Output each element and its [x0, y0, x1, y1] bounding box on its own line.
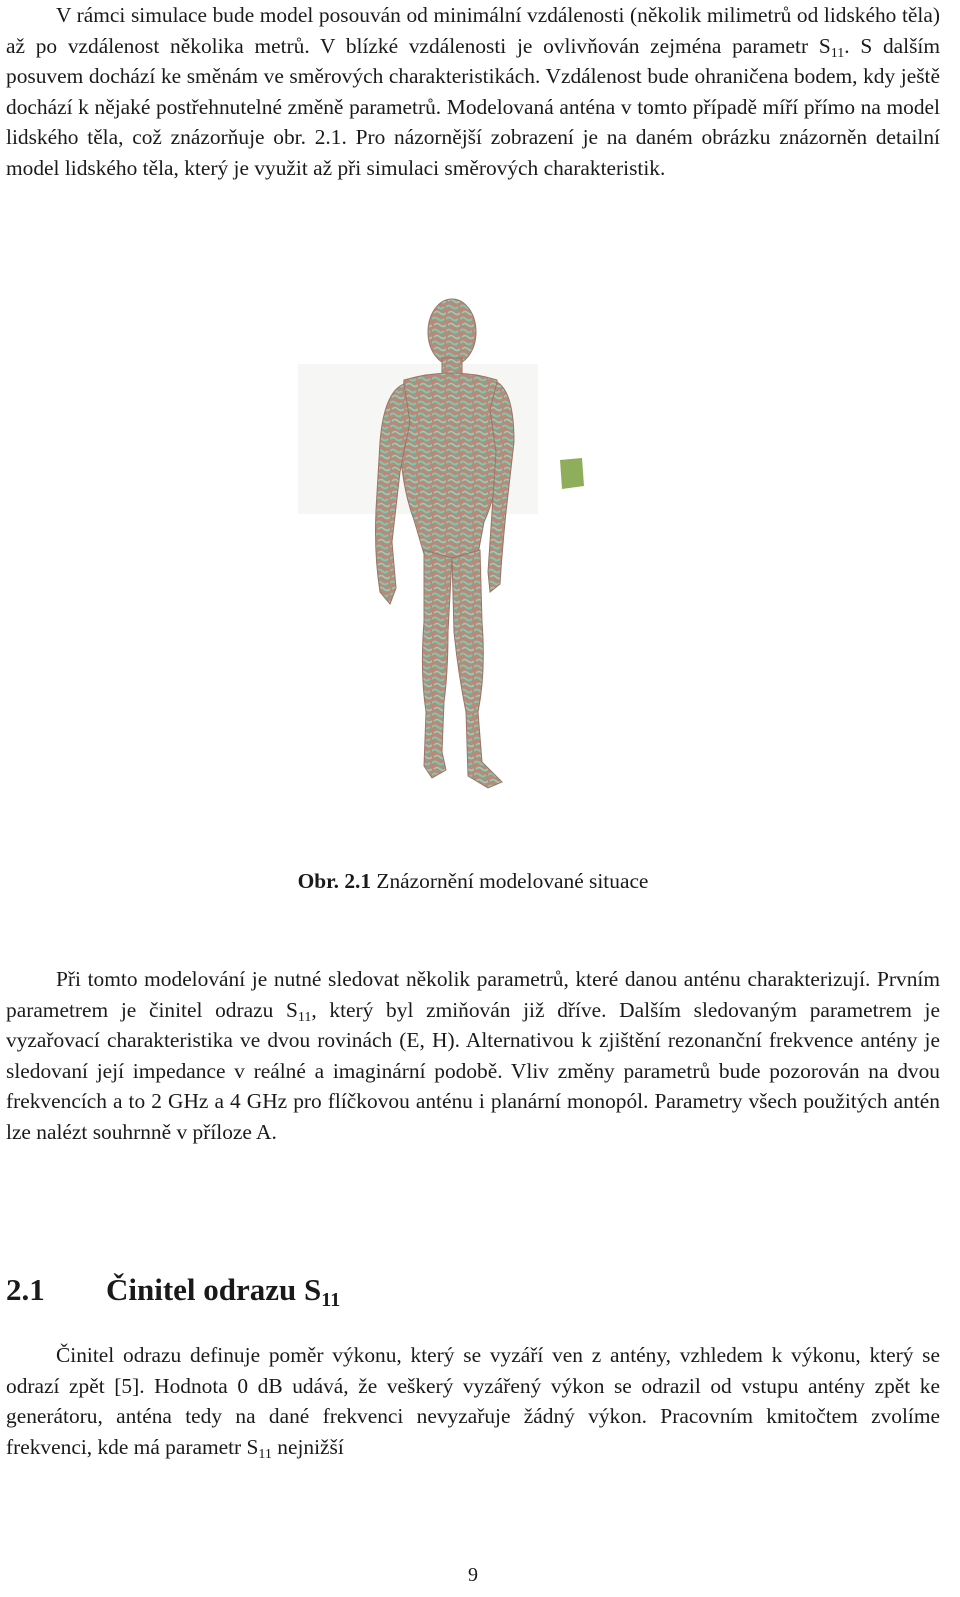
intro-text-2: . S dalším posuvem dochází ke směnám ve směrových charakteristikách. Vzdálenost bude ohraničena bodem, kdy ještě dochází k nějaké postřehnutelné změně parametrů. Modelovaná anténa v tomto případě míří přímo na model lidského těla, což znázorňuje obr. 2.1. Pro názornější zobrazení je na daném obrázku znázorněn detailní model lidského těla, který je využit až při simulaci směrových charakteristik. — [6, 33, 941, 180]
page-number: 9 — [468, 1564, 478, 1586]
reflection-subscript: 11 — [258, 1446, 272, 1462]
parameters-paragraph — [6, 964, 940, 1148]
params-text-2: , který byl zmiňován již dříve. Dalším sledovaným parametrem je vyzařovací charakteristika ve dvou rovinách (E, H). Alternativou k zjištění rezonanční frekvence antény je sledovaní její impedance v reálné a imaginární podobě. Vliv změny parametrů bude pozorován na dvou frekvencích a to 2 GHz a 4 GHz pro flíčkovou anténu i planární monopól. Parametry všech použitých antén lze nalézt souhrnně v příloze A. — [6, 997, 940, 1144]
section-number: 2.1 — [6, 1272, 45, 1307]
figure-caption-text: Znázornění modelované situace — [371, 869, 649, 893]
section-title: Činitel odrazu S — [106, 1272, 322, 1307]
intro-text-1: V rámci simulace bude model posouván od minimální vzdálenosti (několik milimetrů od lidského těla) až po vzdálenost několika metrů. V blízké vzdálenosti je ovlivňován zejména parametr S — [6, 3, 940, 58]
params-subscript: 11 — [297, 1009, 312, 1025]
intro-paragraph — [6, 0, 940, 184]
intro-subscript: 11 — [830, 45, 845, 61]
reflection-text-2: nejnižší — [271, 1434, 344, 1459]
human-body-model-figure — [292, 292, 602, 812]
reflection-text-1: Činitel odrazu definuje poměr výkonu, který se vyzáří ven z antény, vzhledem k výkonu, který se odrazí zpět [5]. Hodnota 0 dB udává, že veškerý vyzářený výkon se odrazil od vstupu antény zpět ke generátoru, anténa tedy na dané frekvenci nevyzařuje žádný výkon. Pracovním kmitočtem zvolíme frekvenci, kde má parametr S — [6, 1343, 940, 1459]
section-heading — [6, 1270, 940, 1310]
params-text-1: Při tomto modelování je nutné sledovat několik parametrů, které danou anténu charakterizují. Prvním parametrem je činitel odrazu S — [6, 967, 940, 1022]
figure-caption-label: Obr. 2.1 — [297, 869, 372, 893]
reflection-coefficient-paragraph — [6, 1340, 940, 1462]
figure-caption — [6, 866, 940, 896]
human-body-model-illustration — [292, 292, 602, 812]
section-title-subscript: 11 — [321, 1289, 341, 1311]
antenna-patch — [560, 458, 584, 489]
